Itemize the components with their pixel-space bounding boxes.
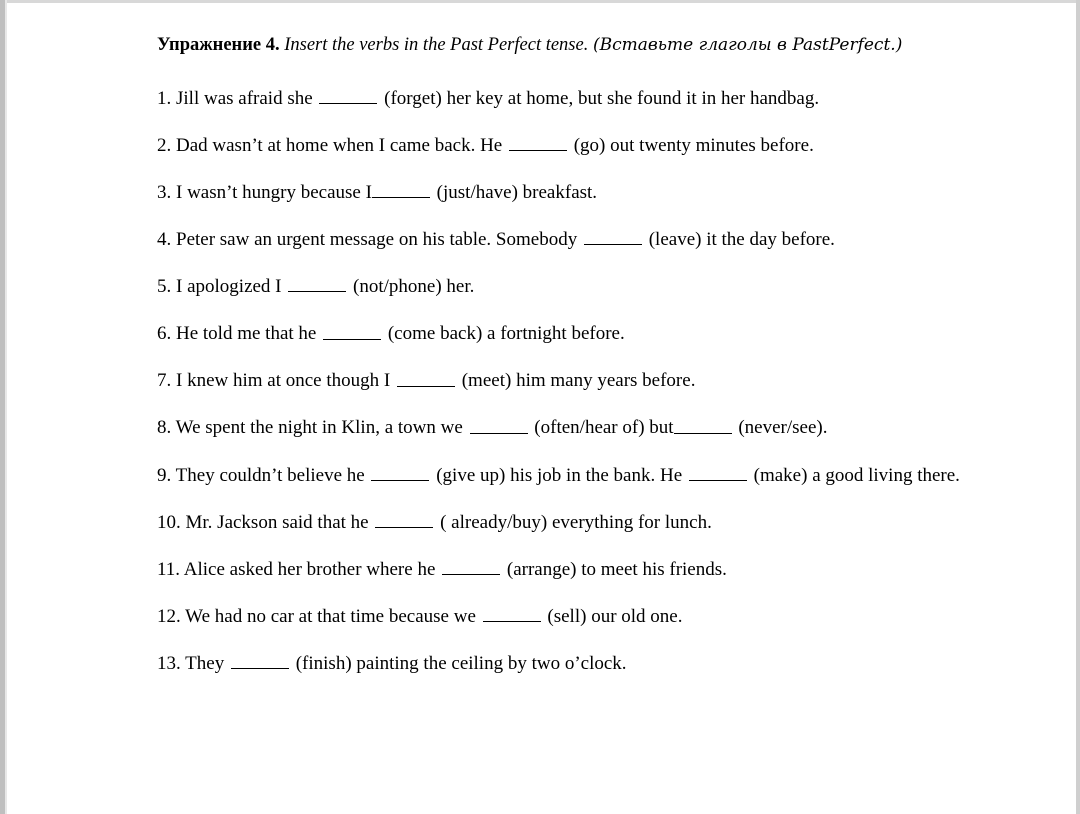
exercise-item-number: 4. [157,229,172,251]
answer-blank[interactable] [674,416,732,433]
exercise-item-text: (finish) painting the ceiling by two o’clock. [290,652,627,674]
page-left-edge-inner [5,0,7,814]
exercise-instruction-translation: (Вставьте глаголы в PastPerfect.) [592,35,903,55]
exercise-item-number: 11. [157,558,181,580]
answer-blank[interactable] [509,134,567,151]
exercise-item-text: (meet) him many years before. [456,370,696,392]
exercise-item-text: (leave) it the day before. [643,229,835,251]
exercise-item-text: (sell) our old one. [542,605,683,627]
answer-blank[interactable] [483,605,541,622]
answer-blank[interactable] [323,322,381,339]
exercise-item-text: (go) out twenty minutes before. [568,135,814,157]
exercise-item-text: (make) a good living there. [748,464,960,486]
exercise-item-text: (come back) a fortnight before. [383,323,625,345]
exercise-item-text: They couldn’t believe he [175,464,370,486]
exercise-item-text: Dad wasn’t at home when I came back. He [176,135,507,157]
answer-blank[interactable] [584,228,642,245]
exercise-item [157,181,1015,205]
exercise-item-text: He told me that he [176,323,322,345]
answer-blank[interactable] [397,369,455,386]
exercise-item-text: We had no car at that time because we [185,605,481,627]
exercise-item-number: 5. [157,276,172,298]
answer-blank[interactable] [372,181,430,198]
exercise-item [157,558,1015,582]
exercise-item-number: 1. [157,88,172,110]
exercise-item-list [157,87,1017,675]
exercise-item-text: (often/hear of) but [529,417,674,439]
exercise-item-number: 3. [157,182,172,204]
exercise-item-number: 13. [157,652,181,674]
exercise-item-number: 2. [157,135,172,157]
exercise-item-text: I knew him at once though I [176,370,395,392]
exercise-item-number: 8. [157,417,172,439]
exercise-item-text: I wasn’t hungry because I [176,182,372,204]
answer-blank[interactable] [371,464,429,481]
exercise-item [157,322,1015,346]
answer-blank[interactable] [231,652,289,669]
exercise-item [157,275,1015,299]
exercise-item [157,87,1015,111]
exercise-item [157,228,1015,252]
exercise-item-number: 9. [157,464,172,486]
exercise-item-text: Alice asked her brother where he [183,558,441,580]
exercise-item-text: (forget) her key at home, but she found it in her handbag. [379,88,820,110]
answer-blank[interactable] [442,558,500,575]
exercise-item [157,511,1015,535]
exercise-item [157,464,1015,488]
exercise-item-text: (never/see). [733,417,828,439]
answer-blank[interactable] [470,416,528,433]
exercise-item [157,134,1015,158]
answer-blank[interactable] [689,464,747,481]
exercise-item [157,605,1015,629]
exercise-item-text: Jill was afraid she [176,88,318,110]
exercise-item [157,652,1015,676]
exercise-item-number: 7. [157,370,172,392]
exercise-item-text: They [185,652,229,674]
answer-blank[interactable] [319,87,377,104]
exercise-item-text: I apologized I [176,276,287,298]
exercise-item-number: 12. [157,605,181,627]
exercise-item-text: (not/phone) her. [348,276,475,298]
exercise-item-text: Peter saw an urgent message on his table. Somebody [176,229,582,251]
exercise-instruction: Insert the verbs in the Past Perfect tense. [284,35,589,55]
exercise-item-number: 10. [157,511,181,533]
exercise-item-text: ( already/buy) everything for lunch. [435,511,712,533]
exercise-item [157,369,1015,393]
worksheet-page [157,34,1017,675]
answer-blank[interactable] [375,511,433,528]
exercise-heading [157,34,1017,57]
exercise-item-text: Mr. Jackson said that he [185,511,374,533]
answer-blank[interactable] [288,275,346,292]
page-right-edge [1076,0,1080,814]
exercise-item-text: (just/have) breakfast. [431,182,598,204]
exercise-item-text: (arrange) to meet his friends. [502,558,727,580]
exercise-number-label: Упражнение 4. [157,35,280,55]
exercise-item-text: (give up) his job in the bank. He [431,464,687,486]
exercise-item-text: We spent the night in Klin, a town we [175,417,468,439]
exercise-item [157,416,1015,440]
page-top-edge [0,0,1080,3]
exercise-item-number: 6. [157,323,172,345]
